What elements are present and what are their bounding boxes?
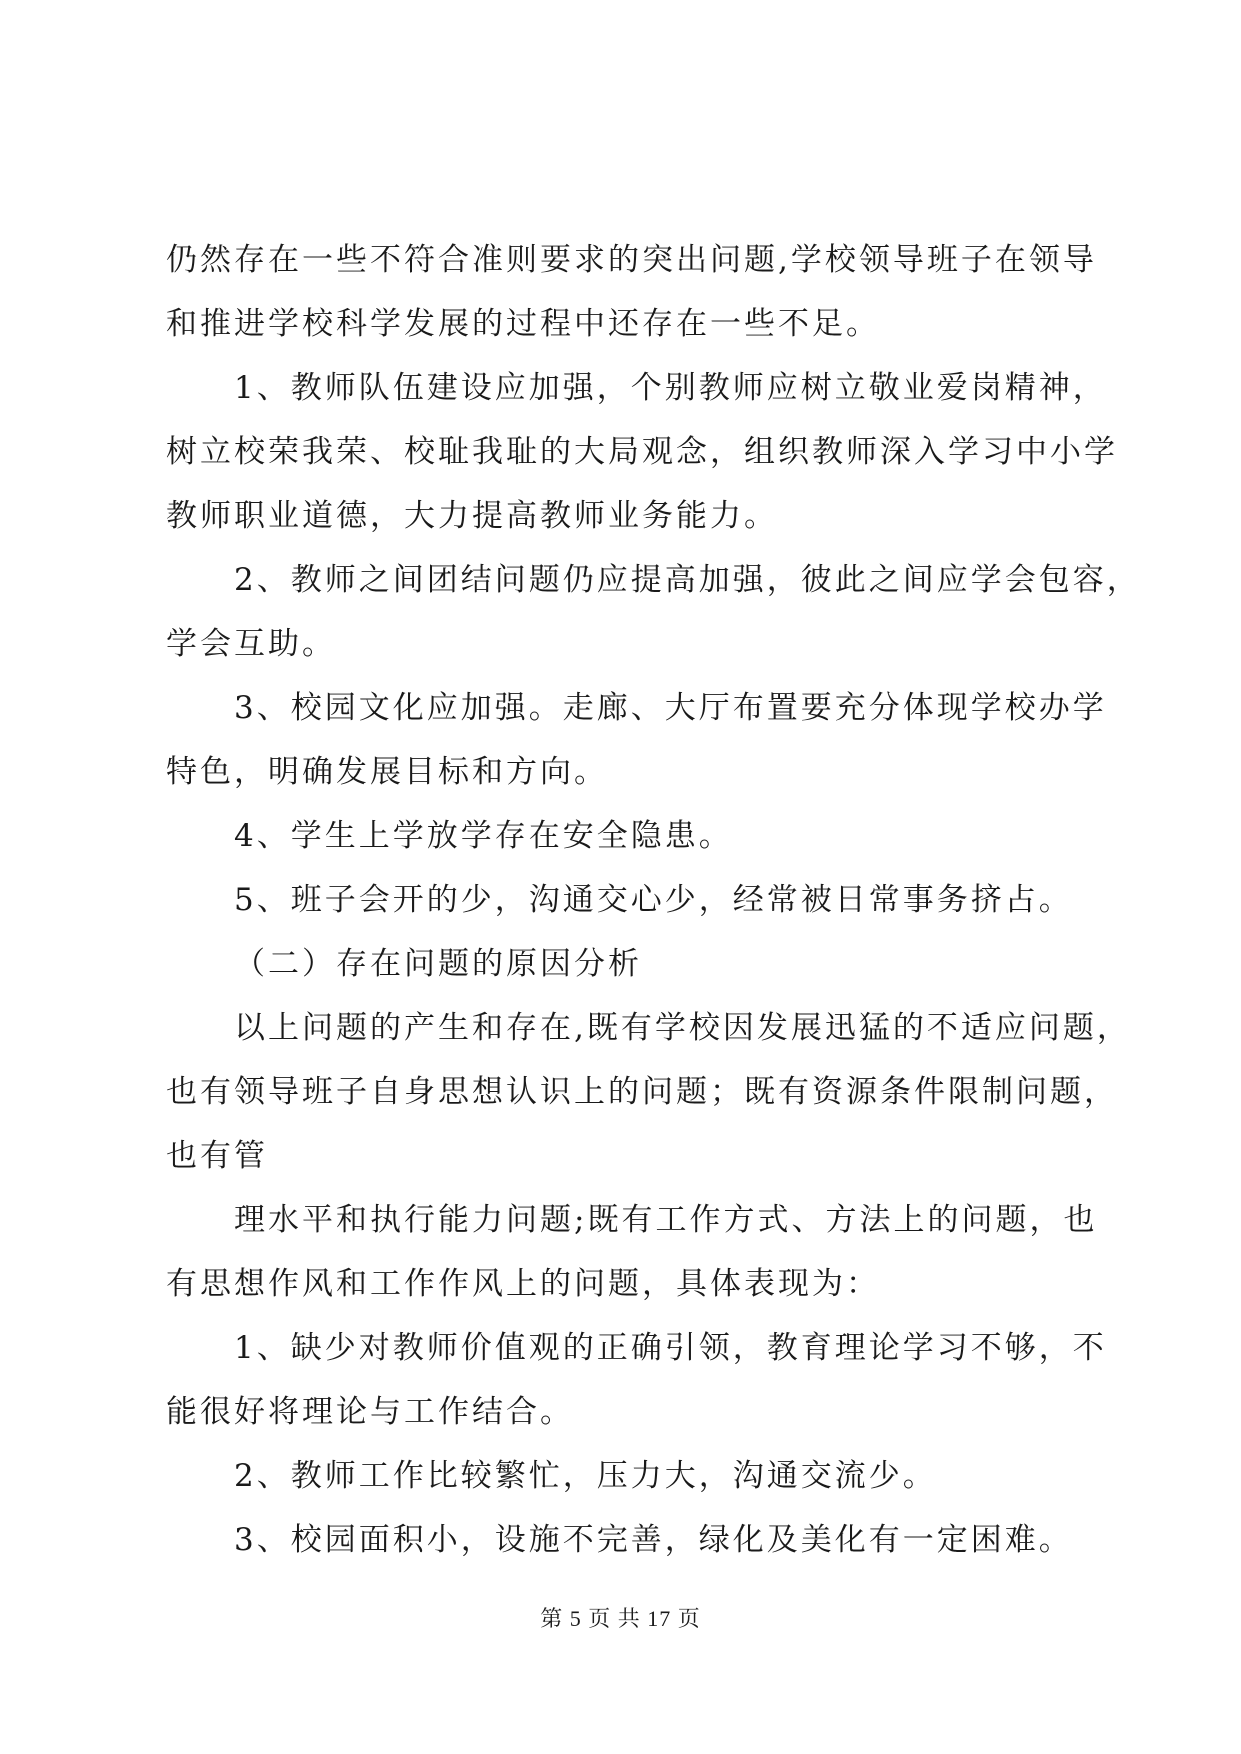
list-item-line: 2、教师之间团结问题仍应提高加强，彼此之间应学会包容， bbox=[234, 562, 1141, 598]
page-number-footer: 第 5 页 共 17 页 bbox=[540, 1606, 701, 1631]
list-item-line: 2、教师工作比较繁忙，压力大，沟通交流少。 bbox=[234, 1458, 937, 1494]
paragraph-line: 树立校荣我荣、校耻我耻的大局观念，组织教师深入学习中小学 bbox=[166, 434, 1118, 470]
paragraph-line: 以上问题的产生和存在,既有学校因发展迅猛的不适应问题， bbox=[234, 1010, 1131, 1046]
list-item-line: 3、校园文化应加强。走廊、大厅布置要充分体现学校办学 bbox=[234, 690, 1107, 726]
paragraph-line: 能很好将理论与工作结合。 bbox=[166, 1394, 574, 1430]
paragraph-line: 仍然存在一些不符合准则要求的突出问题,学校领导班子在领导 bbox=[166, 242, 1097, 278]
paragraph-line: 也有管 bbox=[166, 1138, 268, 1174]
paragraph-line: 特色，明确发展目标和方向。 bbox=[166, 754, 608, 790]
list-item-line: 5、班子会开的少，沟通交心少，经常被日常事务挤占。 bbox=[234, 882, 1073, 918]
document-body bbox=[166, 228, 1141, 1572]
paragraph-line: 学会互助。 bbox=[166, 626, 336, 662]
list-item-line: 1、教师队伍建设应加强，个别教师应树立敬业爱岗精神， bbox=[234, 370, 1107, 406]
paragraph-line: 也有领导班子自身思想认识上的问题；既有资源条件限制问题， bbox=[166, 1074, 1118, 1110]
list-item-line: 4、学生上学放学存在安全隐患。 bbox=[234, 818, 733, 854]
paragraph-line: 理水平和执行能力问题;既有工作方式、方法上的问题，也 bbox=[234, 1202, 1098, 1238]
list-item-line: 1、缺少对教师价值观的正确引领，教育理论学习不够，不 bbox=[234, 1330, 1107, 1366]
paragraph-line: 有思想作风和工作作风上的问题，具体表现为： bbox=[166, 1266, 880, 1302]
paragraph-line: 教师职业道德，大力提高教师业务能力。 bbox=[166, 498, 778, 534]
section-heading: （二）存在问题的原因分析 bbox=[234, 946, 642, 982]
list-item-line: 3、校园面积小，设施不完善，绿化及美化有一定困难。 bbox=[234, 1522, 1073, 1558]
paragraph-line: 和推进学校科学发展的过程中还存在一些不足。 bbox=[166, 306, 880, 342]
